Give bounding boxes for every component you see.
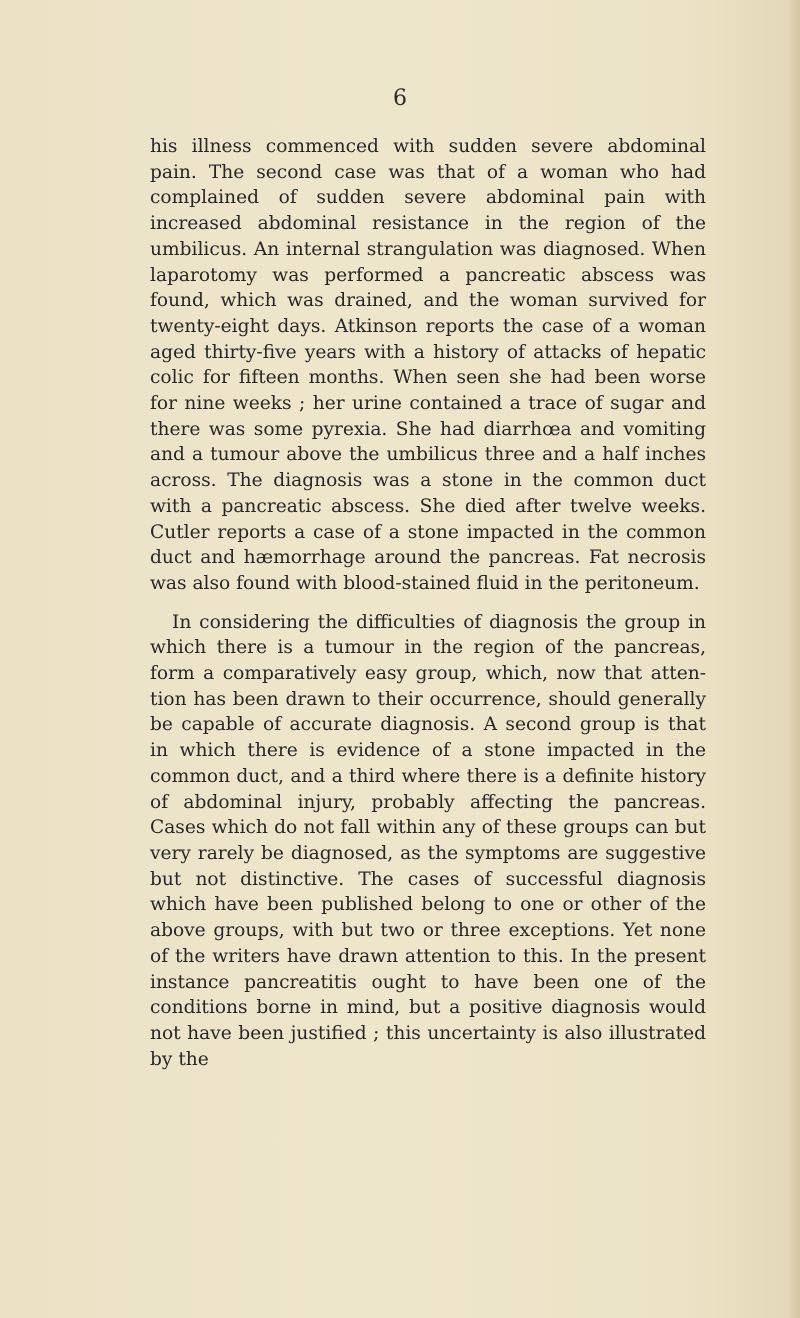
paragraph: his illness commenced with sudden severe abdominal pain. The second case was that of a woman who had complained of sudden severe abdominal pain with increased abdominal resistance in the region of the umbilicus. An internal strangulation was diagnosed. When laparotomy was performed a pancreatic abscess was found, which was drained, and the woman survived for twenty-eight days. Atkinson reports the case of a woman aged thirty-five years with a history of attacks of hepatic colic for fifteen months. When seen she had been worse for nine weeks ; her urine contained a trace of sugar and there was some pyrexia. She had diarrhœa and vomiting and a tumour above the umbilicus three and a half inches across. The diagnosis was a stone in the common duct with a pancreatic abscess. She died after twelve weeks. Cutler reports a case of a stone impacted in the common duct and hæmorrhage around the pancreas. Fat necrosis was also found with blood-stained fluid in the peritoneum. (150, 136, 706, 594)
page-number: 6 (393, 86, 407, 111)
body-text (150, 134, 706, 1072)
paragraph: In considering the difficulties of diagnosis the group in which there is a tumour in the region of the pancreas, form a comparatively easy group, which, now that attention has been drawn to their occurrence, should generally be capable of accurate diagnosis. A second group is that in which there is evidence of a stone impacted in the common duct, and a third where there is a definite history of abdominal injury, probably affecting the pancreas. Cases which do not fall within any of these groups can but very rarely be diagnosed, as the symptoms are suggestive but not distinctive. The cases of successful diagnosis which have been published belong to one or other of the above groups, with but two or three exceptions. Yet none of the writers have drawn attention to this. In the present instance pancreatitis ought to have been one of the conditions borne in mind, but a positive diagnosis would not have been justified ; this uncertainty is also illustrated by the (150, 611, 706, 1070)
page-edge-shadow (786, 0, 800, 1318)
